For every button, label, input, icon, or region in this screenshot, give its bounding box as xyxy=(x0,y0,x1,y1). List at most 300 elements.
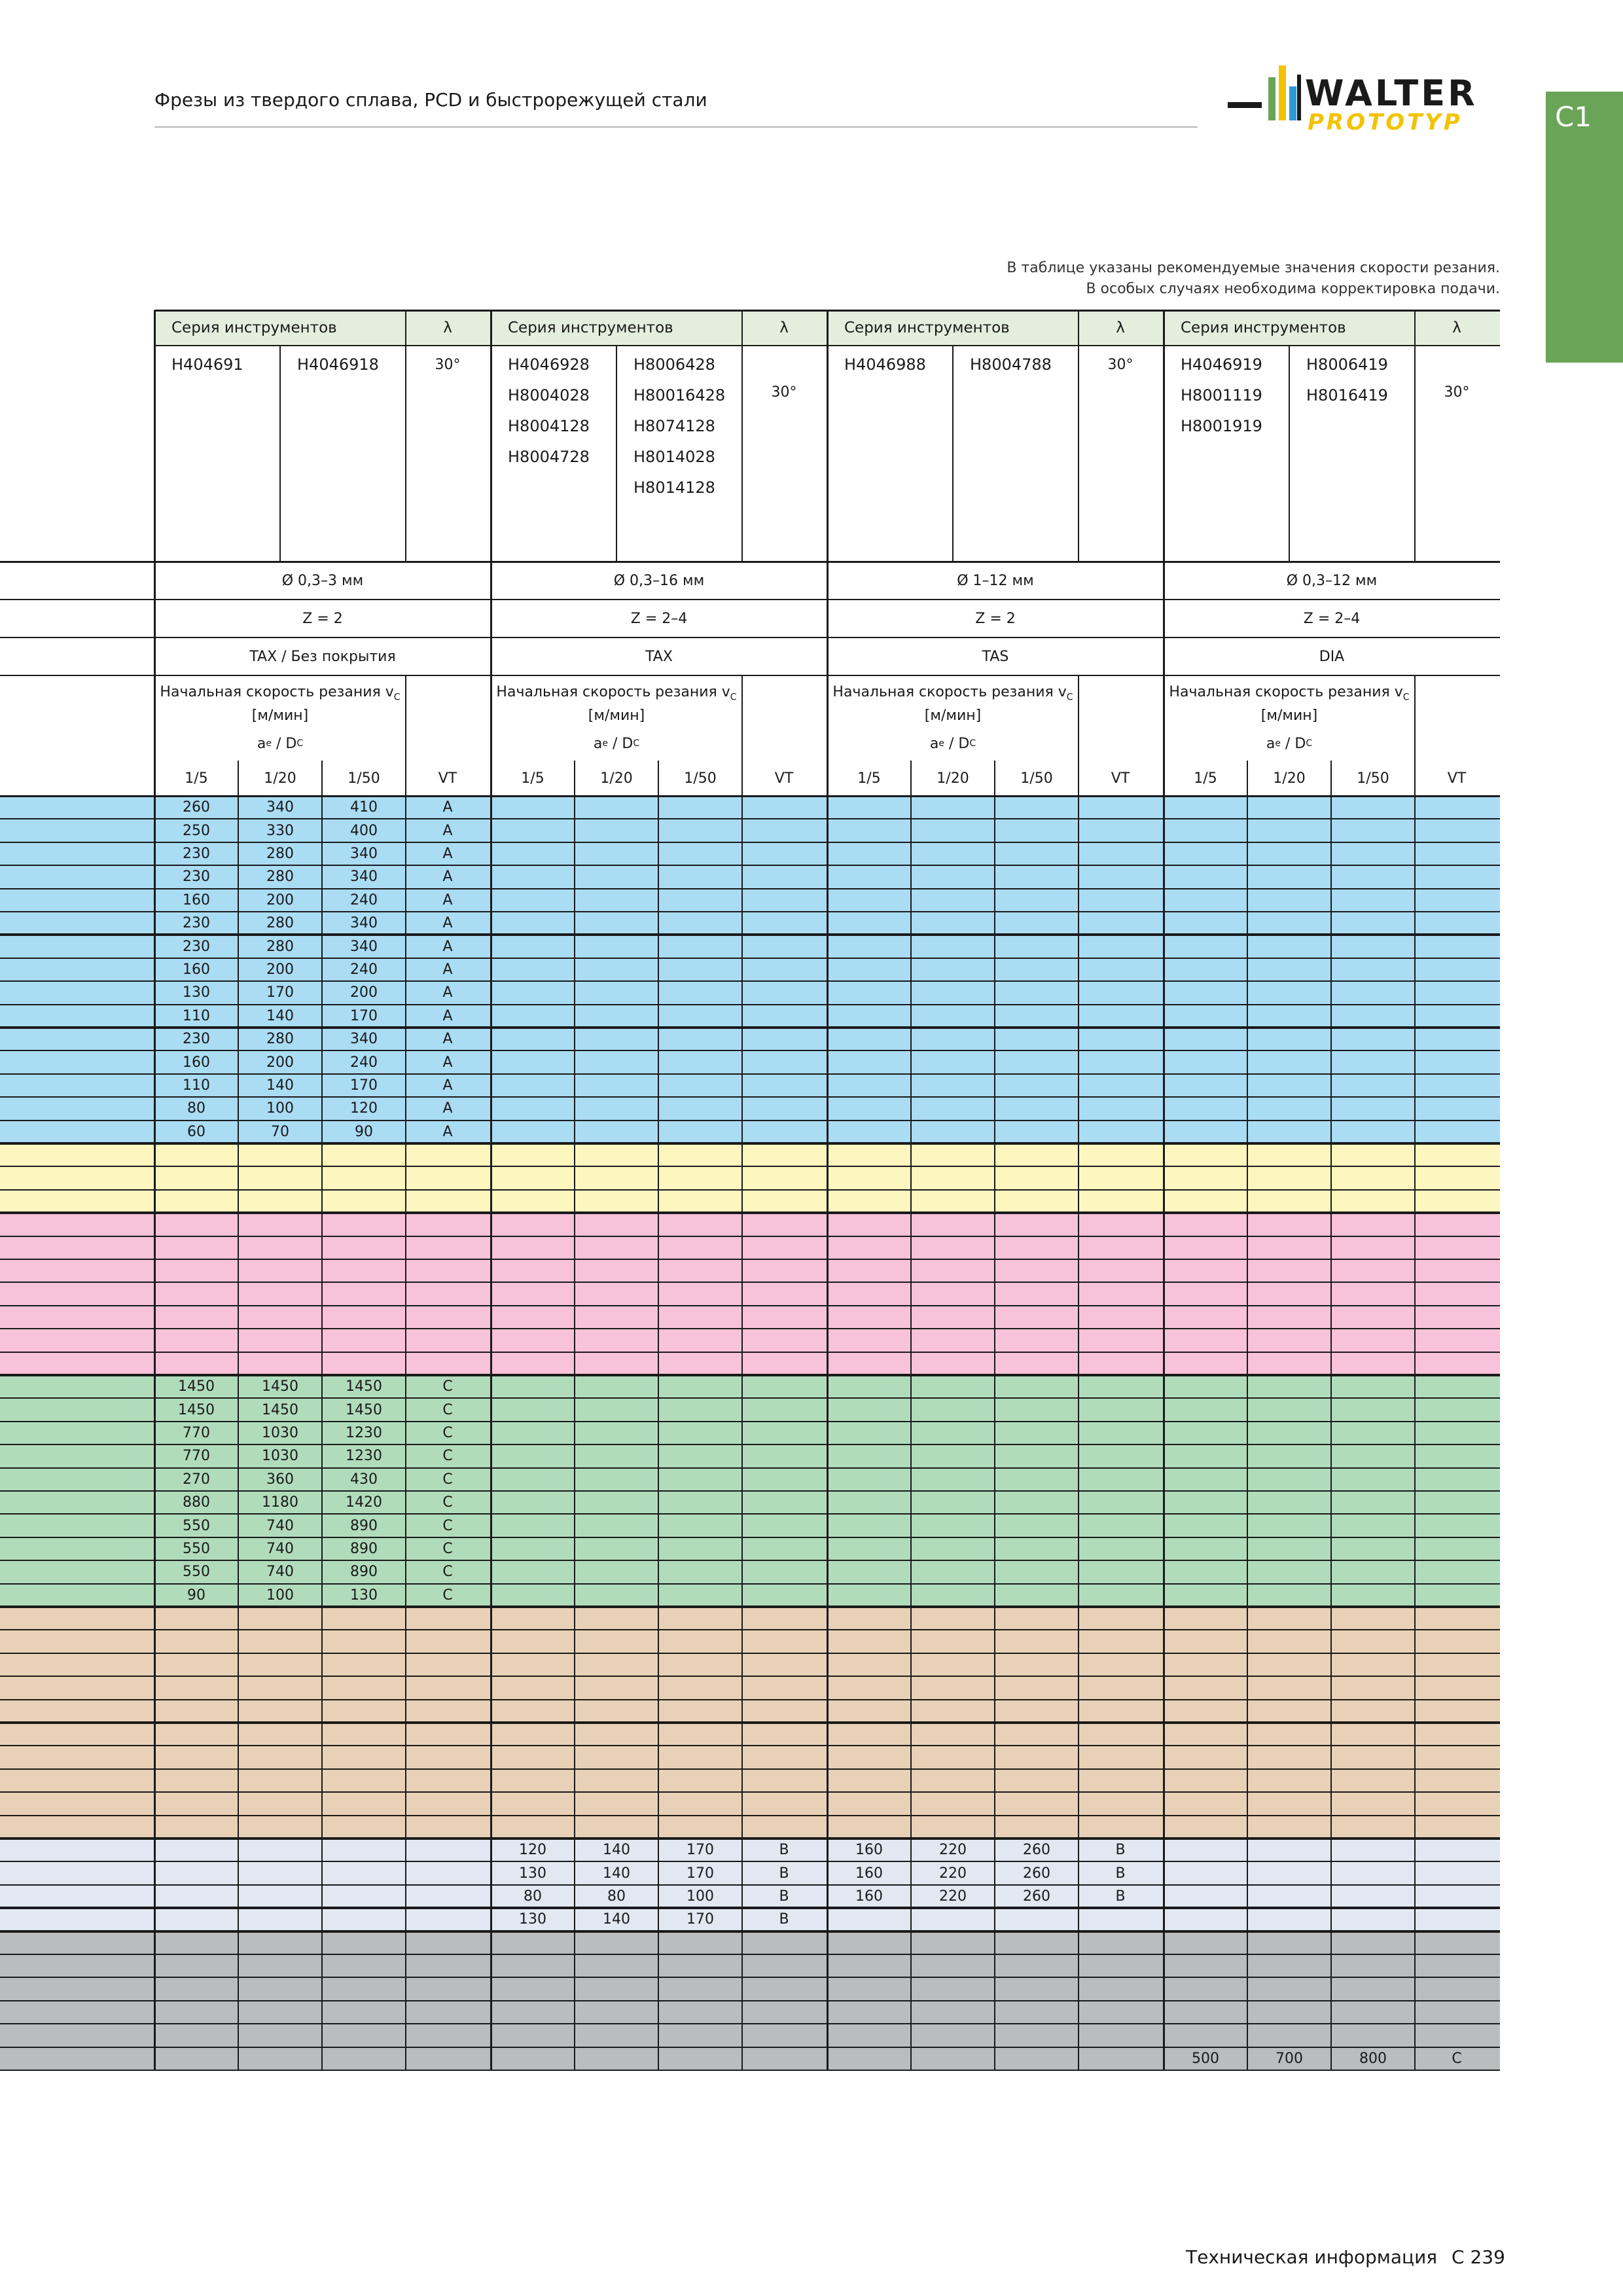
speed-value: 80 xyxy=(607,1888,626,1905)
grid-line xyxy=(0,1907,1500,1909)
ratio-part: / D xyxy=(1280,735,1306,752)
data-row xyxy=(0,1676,1500,1699)
tool-code: H8001919 xyxy=(1181,417,1262,435)
speed-value: 160 xyxy=(183,891,210,908)
subcolumn-header: 1/5 xyxy=(521,770,544,787)
grid-line xyxy=(0,1653,1500,1654)
subcolumn-header: 1/20 xyxy=(1273,770,1306,787)
tool-code: H4046918 xyxy=(297,355,379,374)
speed-value: 200 xyxy=(266,961,294,978)
tool-code: H8004728 xyxy=(508,448,590,466)
grid-line xyxy=(0,1444,1500,1445)
speed-value: 430 xyxy=(350,1471,378,1488)
speed-value: A xyxy=(442,1054,453,1071)
grid-line xyxy=(0,1050,1500,1051)
speed-value: 80 xyxy=(187,1100,205,1117)
speed-value: 130 xyxy=(350,1587,378,1604)
data-row xyxy=(0,1352,1500,1375)
grid-line xyxy=(0,1352,1500,1353)
tool-code: H8001119 xyxy=(1181,386,1262,404)
speed-value: 1450 xyxy=(178,1401,215,1418)
speed-value: 260 xyxy=(1023,1888,1050,1905)
grid-line xyxy=(0,933,1500,936)
grid-line xyxy=(658,761,659,2070)
speed-value: 770 xyxy=(183,1448,210,1465)
footer-page-number: C 239 xyxy=(1452,2246,1505,2268)
speed-value: 270 xyxy=(183,1471,210,1488)
speed-unit: [м/мин] xyxy=(1260,707,1318,724)
grid-line xyxy=(0,1282,1500,1283)
grid-line xyxy=(405,675,406,2070)
speed-label-subscript: C xyxy=(393,692,401,703)
subcolumn-header: 1/5 xyxy=(1194,770,1217,787)
speed-value: 100 xyxy=(687,1888,714,1905)
data-row xyxy=(0,1977,1500,2000)
speed-value: 230 xyxy=(183,869,210,886)
speed-value: 700 xyxy=(1275,2050,1303,2067)
tool-code: H8006428 xyxy=(633,355,715,374)
speed-value: 1450 xyxy=(262,1401,298,1418)
speed-value: A xyxy=(442,1123,453,1140)
subcolumn-header: VT xyxy=(438,770,457,787)
ratio-label xyxy=(827,730,1079,757)
speed-value: C xyxy=(442,1401,453,1418)
data-row xyxy=(0,1746,1500,1768)
speed-value: C xyxy=(442,1448,453,1465)
teeth-count: Z = 2–4 xyxy=(630,610,688,627)
grid-line xyxy=(321,761,323,2070)
grid-line xyxy=(910,761,912,2070)
ratio-part: a xyxy=(257,735,266,752)
speed-value: B xyxy=(1115,1865,1126,1882)
ratio-part: e xyxy=(1275,738,1281,749)
table-note-line-2: В особых случаях необходима корректировка подачи. xyxy=(1086,281,1500,297)
speed-value: A xyxy=(442,1031,453,1048)
ratio-part: C xyxy=(1306,738,1313,749)
section-tab-label: C1 xyxy=(1555,101,1592,133)
diameter-range: Ø 0,3–16 мм xyxy=(613,572,705,589)
speed-value: 240 xyxy=(350,961,378,978)
tool-code: H4046988 xyxy=(844,355,926,374)
speed-value: 410 xyxy=(350,799,378,816)
speed-value: 140 xyxy=(603,1911,630,1928)
speed-value: 110 xyxy=(183,1077,210,1094)
grid-line xyxy=(0,1954,1500,1955)
speed-value: 170 xyxy=(350,1007,378,1024)
grid-line xyxy=(279,346,281,562)
grid-line xyxy=(0,1259,1500,1260)
teeth-count: Z = 2 xyxy=(302,610,343,627)
ratio-part: a xyxy=(1266,735,1275,752)
grid-line xyxy=(0,2000,1500,2001)
grid-line xyxy=(0,1374,1500,1376)
speed-value: 1450 xyxy=(346,1401,382,1418)
speed-value: 170 xyxy=(687,1842,714,1859)
speed-value: 240 xyxy=(350,1054,378,1071)
speed-value: 800 xyxy=(1359,2050,1387,2067)
data-row xyxy=(0,1607,1500,1630)
data-row xyxy=(0,1723,1500,1746)
grid-line xyxy=(574,761,575,2070)
tool-code: H8074128 xyxy=(633,417,715,435)
speed-value: 330 xyxy=(266,822,294,839)
ratio-label xyxy=(154,730,406,757)
speed-value: A xyxy=(442,915,453,932)
lambda-value: 30° xyxy=(435,356,461,373)
grid-line xyxy=(0,888,1500,889)
speed-value: 90 xyxy=(187,1587,205,1604)
grid-line xyxy=(0,1861,1500,1862)
speed-value: 170 xyxy=(266,984,294,1001)
speed-value: 130 xyxy=(183,984,210,1001)
speed-label-text: Начальная скорость резания v xyxy=(1169,684,1403,701)
speed-value: 170 xyxy=(687,1911,714,1928)
lambda-value: 30° xyxy=(771,384,797,401)
lambda-header-label: λ xyxy=(779,319,789,336)
tool-code: H8014128 xyxy=(633,478,715,497)
page-header-title: Фрезы из твердого сплава, PCD и быстрорежущей стали xyxy=(154,89,707,111)
grid-line xyxy=(0,1004,1500,1005)
speed-value: 80 xyxy=(524,1888,542,1905)
grid-line xyxy=(0,1397,1500,1399)
speed-value: 890 xyxy=(350,1517,378,1534)
speed-unit: [м/мин] xyxy=(924,707,982,724)
speed-value: C xyxy=(442,1494,453,1511)
speed-value: A xyxy=(442,938,453,955)
grid-line xyxy=(154,310,156,2070)
footer-section: Техническая информация xyxy=(1186,2246,1438,2268)
speed-label-subscript: C xyxy=(730,692,737,703)
grid-line xyxy=(0,1120,1500,1121)
grid-line xyxy=(0,1026,1500,1029)
speed-value: 340 xyxy=(350,845,378,862)
speed-value: 740 xyxy=(266,1564,294,1581)
speed-value: 120 xyxy=(519,1842,546,1859)
grid-line xyxy=(1247,761,1248,2070)
speed-value: A xyxy=(442,1100,453,1117)
grid-line xyxy=(0,1815,1500,1816)
teeth-count: Z = 2 xyxy=(975,610,1016,627)
speed-value: 280 xyxy=(266,869,294,886)
grid-line xyxy=(0,675,1500,676)
speed-value: 160 xyxy=(855,1865,883,1882)
speed-value: B xyxy=(779,1888,789,1905)
data-row xyxy=(0,1143,1500,1166)
data-row xyxy=(0,1769,1500,1792)
speed-value: 90 xyxy=(355,1123,373,1140)
grid-line xyxy=(0,637,1500,638)
ratio-label xyxy=(491,730,742,757)
diameter-range: Ø 1–12 мм xyxy=(957,572,1034,589)
grid-line xyxy=(490,310,492,2070)
speed-value: 360 xyxy=(266,1471,294,1488)
subcolumn-header: 1/20 xyxy=(936,770,969,787)
speed-value: 160 xyxy=(855,1842,883,1859)
speed-value: 340 xyxy=(350,938,378,955)
ratio-part: C xyxy=(633,738,640,749)
speed-value: 770 xyxy=(183,1424,210,1441)
subcolumn-header: 1/50 xyxy=(1020,770,1053,787)
series-header-label: Серия инструментов xyxy=(1181,319,1346,336)
speed-value: 1450 xyxy=(178,1378,215,1395)
speed-value: B xyxy=(779,1865,789,1882)
grid-line xyxy=(0,865,1500,866)
speed-value: C xyxy=(442,1564,453,1581)
grid-line xyxy=(741,310,743,562)
ratio-part: / D xyxy=(944,735,970,752)
grid-line xyxy=(1078,310,1079,562)
grid-line xyxy=(0,599,1500,600)
grid-line xyxy=(0,1073,1500,1075)
grid-line xyxy=(0,1791,1500,1793)
grid-line xyxy=(1414,310,1416,562)
speed-value: 280 xyxy=(266,845,294,862)
speed-label-text: Начальная скорость резания v xyxy=(496,684,730,701)
speed-value: 250 xyxy=(183,822,210,839)
speed-value: 230 xyxy=(183,938,210,955)
speed-value: 100 xyxy=(266,1100,294,1117)
speed-value: 200 xyxy=(266,891,294,908)
coating-type: TAX xyxy=(645,648,673,665)
data-row xyxy=(0,1282,1500,1305)
speed-value: 110 xyxy=(183,1007,210,1024)
speed-value: 550 xyxy=(183,1564,210,1581)
speed-value: B xyxy=(779,1842,789,1859)
grid-line xyxy=(0,1699,1500,1700)
speed-value: 160 xyxy=(855,1888,883,1905)
grid-line xyxy=(405,310,406,562)
speed-value: C xyxy=(442,1471,453,1488)
subcolumn-header: 1/50 xyxy=(1357,770,1389,787)
ratio-part: / D xyxy=(607,735,633,752)
speed-value: A xyxy=(442,961,453,978)
lambda-header-label: λ xyxy=(1116,319,1125,336)
speed-value: 1230 xyxy=(346,1424,382,1441)
grid-line xyxy=(0,1605,1500,1608)
speed-label-subscript: C xyxy=(1066,692,1073,703)
speed-value: 120 xyxy=(350,1100,378,1117)
diameter-range: Ø 0,3–3 мм xyxy=(281,572,364,589)
grid-line xyxy=(0,1467,1500,1469)
grid-line xyxy=(0,842,1500,843)
subcolumn-header: 1/5 xyxy=(185,770,208,787)
speed-value: C xyxy=(1452,2050,1462,2067)
grid-line xyxy=(1289,346,1290,562)
data-row xyxy=(0,1700,1500,1723)
speed-value: 230 xyxy=(183,1031,210,1048)
speed-value: 1450 xyxy=(346,1378,382,1395)
data-row xyxy=(0,1329,1500,1352)
grid-line xyxy=(1163,310,1165,2070)
grid-line xyxy=(0,1142,1500,1145)
speed-label-text: Начальная скорость резания v xyxy=(160,684,394,701)
grid-line xyxy=(1078,675,1079,2070)
speed-value: C xyxy=(442,1540,453,1557)
speed-value: 340 xyxy=(350,915,378,932)
speed-value: 70 xyxy=(271,1123,289,1140)
grid-line xyxy=(0,1189,1500,1191)
grid-line xyxy=(0,1560,1500,1561)
series-header-label: Серия инструментов xyxy=(508,319,673,336)
speed-value: 740 xyxy=(266,1540,294,1557)
grid-line xyxy=(616,346,617,562)
ratio-part: e xyxy=(938,738,944,749)
speed-value: C xyxy=(442,1378,453,1395)
grid-line xyxy=(994,761,995,2070)
speed-value: A xyxy=(442,799,453,816)
data-row xyxy=(0,1954,1500,1977)
grid-line xyxy=(1330,761,1332,2070)
ratio-part: C xyxy=(969,738,976,749)
coating-type: DIA xyxy=(1319,648,1345,665)
logo-wordmark: WALTER xyxy=(1305,73,1478,114)
grid-line xyxy=(0,1768,1500,1770)
speed-header-label xyxy=(491,681,742,728)
tool-code: H8016419 xyxy=(1306,386,1388,404)
data-row xyxy=(0,1259,1500,1282)
ratio-part: a xyxy=(593,735,603,752)
speed-value: 890 xyxy=(350,1564,378,1581)
grid-line xyxy=(0,1166,1500,1167)
speed-value: A xyxy=(442,822,453,839)
speed-value: 1420 xyxy=(346,1494,382,1511)
grid-line xyxy=(0,2047,1500,2048)
subcolumn-header: 1/50 xyxy=(348,770,380,787)
data-row xyxy=(0,1792,1500,1815)
data-row xyxy=(0,1630,1500,1653)
speed-value: 130 xyxy=(519,1911,546,1928)
speed-value: 400 xyxy=(350,822,378,839)
grid-line xyxy=(0,1629,1500,1630)
speed-value: 340 xyxy=(350,1031,378,1048)
speed-value: B xyxy=(1115,1888,1126,1905)
data-row xyxy=(0,2024,1500,2047)
speed-value: 550 xyxy=(183,1517,210,1534)
tool-code: H8004788 xyxy=(970,355,1052,374)
speed-label-text: Начальная скорость резания v xyxy=(832,684,1067,701)
speed-value: 140 xyxy=(266,1007,294,1024)
speed-value: 280 xyxy=(266,938,294,955)
speed-value: 140 xyxy=(603,1865,630,1882)
speed-value: 170 xyxy=(350,1077,378,1094)
speed-value: 230 xyxy=(183,845,210,862)
grid-line xyxy=(0,818,1500,819)
data-row xyxy=(0,1653,1500,1676)
speed-value: A xyxy=(442,845,453,862)
speed-label-subscript: C xyxy=(1402,692,1410,703)
ratio-part: C xyxy=(296,738,304,749)
grid-line xyxy=(0,1721,1500,1724)
lambda-header-label: λ xyxy=(1452,319,1461,336)
speed-value: 170 xyxy=(687,1865,714,1882)
speed-value: B xyxy=(779,1911,789,1928)
data-row xyxy=(0,1236,1500,1259)
grid-line xyxy=(0,911,1500,912)
grid-line xyxy=(741,675,743,2070)
speed-value: 260 xyxy=(1023,1842,1050,1859)
speed-value: 200 xyxy=(350,984,378,1001)
grid-line xyxy=(0,561,1500,563)
data-row xyxy=(0,2001,1500,2024)
grid-line xyxy=(0,1884,1500,1886)
subcolumn-header: VT xyxy=(1447,770,1467,787)
ratio-part: a xyxy=(929,735,939,752)
data-row xyxy=(0,1213,1500,1236)
subcolumn-header: 1/50 xyxy=(684,770,717,787)
speed-value: 220 xyxy=(939,1865,967,1882)
grid-line xyxy=(0,958,1500,959)
speed-header-label xyxy=(827,681,1079,728)
subcolumn-header: 1/20 xyxy=(264,770,296,787)
grid-line xyxy=(0,1537,1500,1538)
speed-value: 260 xyxy=(183,799,210,816)
tool-code: H8006419 xyxy=(1306,355,1388,374)
speed-value: 1030 xyxy=(262,1448,298,1465)
grid-line xyxy=(0,1930,1500,1933)
table-note-line-1: В таблице указаны рекомендуемые значения скорости резания. xyxy=(1007,260,1500,276)
ratio-label xyxy=(1164,730,1415,757)
speed-value: 240 xyxy=(350,891,378,908)
lambda-header-label: λ xyxy=(443,319,452,336)
data-row xyxy=(0,1190,1500,1213)
grid-line xyxy=(0,1211,1500,1214)
grid-line xyxy=(0,1236,1500,1237)
speed-value: A xyxy=(442,1077,453,1094)
speed-value: C xyxy=(442,1517,453,1534)
data-row xyxy=(0,1306,1500,1329)
grid-line xyxy=(0,1421,1500,1422)
speed-value: 1450 xyxy=(262,1378,298,1395)
speed-value: A xyxy=(442,891,453,908)
grid-line xyxy=(952,346,954,562)
speed-value: 220 xyxy=(939,1842,967,1859)
speed-value: A xyxy=(442,869,453,886)
grid-line xyxy=(0,1305,1500,1306)
coating-type: TAS xyxy=(982,648,1009,665)
speed-value: 1030 xyxy=(262,1424,298,1441)
speed-unit: [м/мин] xyxy=(588,707,645,724)
data-row xyxy=(0,1931,1500,1954)
diameter-range: Ø 0,3–12 мм xyxy=(1286,572,1378,589)
speed-value: 260 xyxy=(1023,1865,1050,1882)
grid-line xyxy=(0,795,1500,797)
speed-value: 60 xyxy=(187,1123,205,1140)
grid-line xyxy=(0,1513,1500,1515)
series-header-label: Серия инструментов xyxy=(844,319,1010,336)
ratio-part: e xyxy=(266,738,272,749)
tool-code: H8004128 xyxy=(508,417,590,435)
speed-value: 340 xyxy=(350,869,378,886)
speed-header-label xyxy=(154,681,406,728)
ratio-part: e xyxy=(602,738,608,749)
subcolumn-header: VT xyxy=(1111,770,1130,787)
speed-value: 890 xyxy=(350,1540,378,1557)
speed-value: 280 xyxy=(266,1031,294,1048)
series-header-label: Серия инструментов xyxy=(171,319,337,336)
lambda-value: 30° xyxy=(1444,384,1470,401)
subcolumn-header: 1/5 xyxy=(857,770,881,787)
tool-code: H80016428 xyxy=(633,386,726,404)
tool-code: H4046919 xyxy=(1181,355,1262,374)
coating-type: TAX / Без покрытия xyxy=(249,648,396,665)
lambda-value: 30° xyxy=(1107,356,1133,373)
speed-value: 220 xyxy=(939,1888,967,1905)
tool-code: H8004028 xyxy=(508,386,590,404)
teeth-count: Z = 2–4 xyxy=(1303,610,1361,627)
ratio-part: / D xyxy=(271,735,297,752)
speed-value: 500 xyxy=(1192,2050,1219,2067)
grid-line xyxy=(1414,675,1416,2070)
